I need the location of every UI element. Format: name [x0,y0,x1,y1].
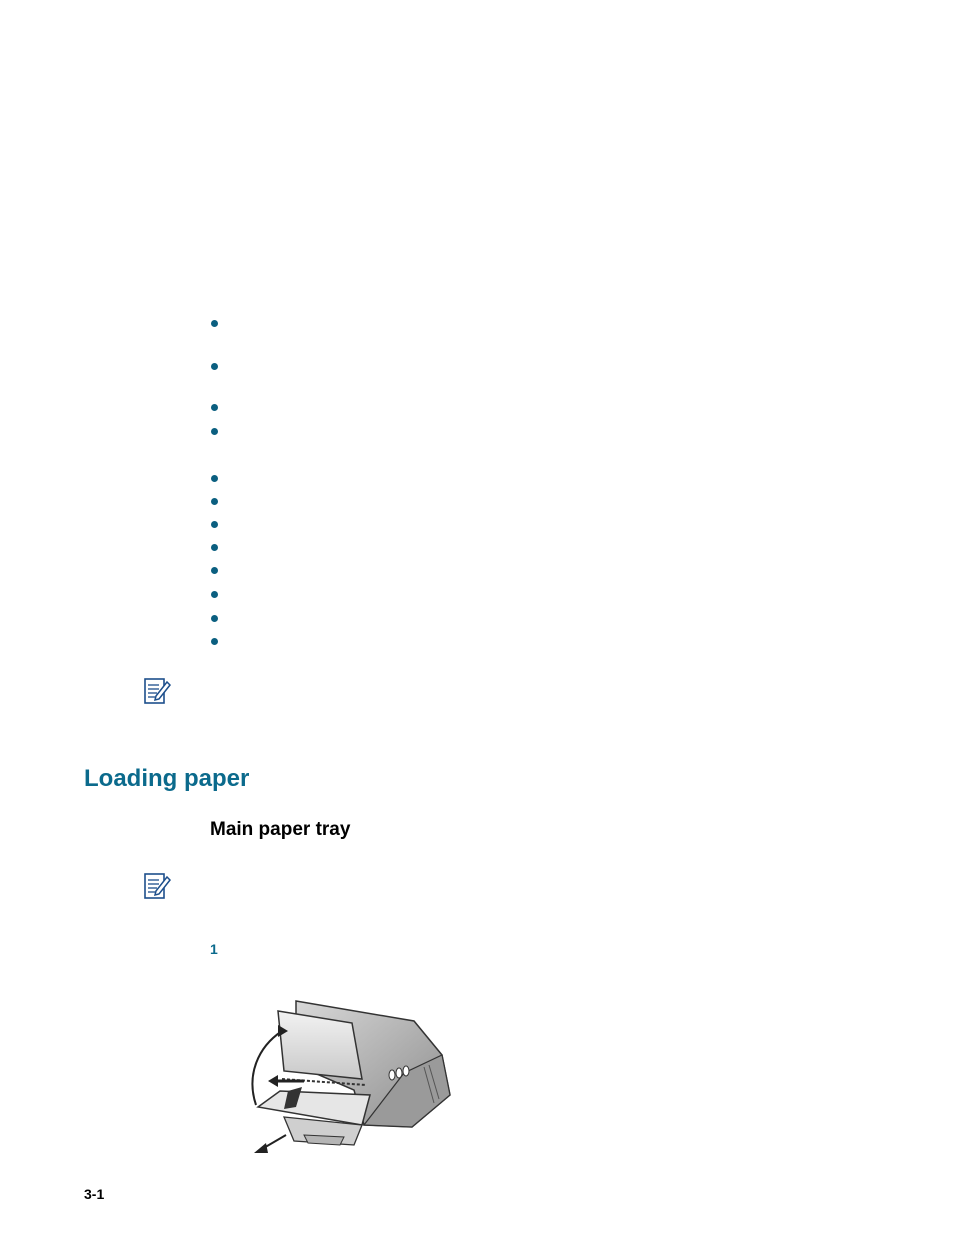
bullet-marker [211,428,218,435]
step-number: 1 [210,941,218,957]
bullet-marker [211,544,218,551]
bullet-marker [211,498,218,505]
bullet-marker [211,567,218,574]
bullet-marker [211,404,218,411]
bullet-marker [211,521,218,528]
section-heading: Loading paper [84,765,250,792]
bullet-marker [211,615,218,622]
bullet-marker [211,475,218,482]
bullet-marker [211,591,218,598]
subsection-heading: Main paper tray [210,819,351,840]
printer-paper-tray-illustration [244,995,458,1160]
bullet-marker [211,320,218,327]
note-pencil-icon [142,871,172,901]
bullet-marker [211,638,218,645]
bullet-marker [211,363,218,370]
note-pencil-icon [142,676,172,706]
page-number: 3-1 [84,1186,105,1202]
